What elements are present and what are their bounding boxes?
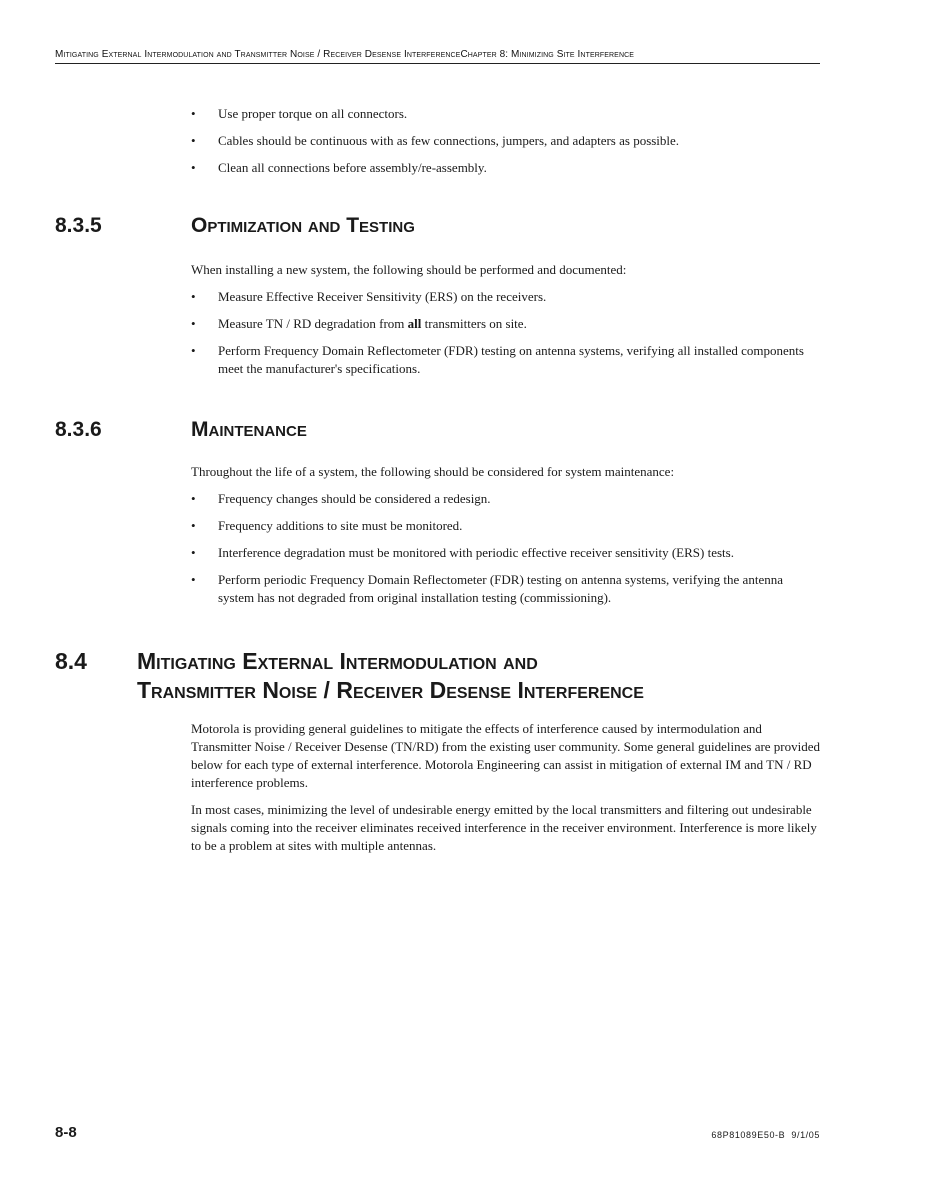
bullet-item: • Use proper torque on all connectors. [191, 105, 821, 123]
document-id-footer [711, 1130, 820, 1140]
page-number: 8-8 [55, 1124, 77, 1141]
intro-bullets-block [191, 105, 821, 186]
section-835-body [191, 261, 821, 387]
document-id: 68P81089E50-B [711, 1130, 786, 1140]
section-title-mitigating [137, 647, 837, 705]
section-number-8-4: 8.4 [55, 648, 87, 674]
bullet-item: • Perform periodic Frequency Domain Reflectometer (FDR) testing on antenna systems, verifying the antenna system has not degraded from original installation testing (commissioning). [191, 571, 821, 607]
document-date: 9/1/05 [791, 1130, 820, 1140]
section-836-lead: Throughout the life of a system, the following should be considered for system maintenance: [191, 464, 675, 479]
section-835-lead: When installing a new system, the following should be performed and documented: [191, 262, 627, 277]
section-number-8-3-5: 8.3.5 [55, 214, 102, 237]
section-title-optimization: Optimization and Testing [191, 214, 415, 237]
section-number-8-3-6: 8.3.6 [55, 418, 102, 441]
bullet-item-tn-rd [191, 315, 821, 333]
bullet-item: • Perform Frequency Domain Reflectometer (FDR) testing on antenna systems, verifying all installed components meet the manufacturer's specifications. [191, 342, 821, 378]
section-84-body [191, 720, 821, 864]
bullet-item: • Interference degradation must be monitored with periodic effective receiver sensitivity (ERS) tests. [191, 544, 821, 562]
bullet-item: • Cables should be continuous with as few connections, jumpers, and adapters as possible. [191, 132, 821, 150]
intro-bullet-list [191, 105, 821, 177]
section-title-line-1: Mitigating External Intermodulation and [137, 648, 538, 674]
bullet-item: • Clean all connections before assembly/re-assembly. [191, 159, 821, 177]
section-title-maintenance: Maintenance [191, 418, 307, 441]
section-title-line-2: Transmitter Noise / Receiver Desense Interference [137, 677, 644, 703]
paragraph: In most cases, minimizing the level of undesirable energy emitted by the local transmitters and filtering out undesirable signals coming into the receiver eliminates received interference in the receiver environment. Interference is more likely to be a problem at sites with multiple antennas. [191, 802, 817, 853]
section-835-bullet-list [191, 288, 821, 378]
section-836-body [191, 463, 821, 616]
bullet-item: • Frequency additions to site must be monitored. [191, 517, 821, 535]
bullet-text: transmitters on site. [421, 316, 527, 331]
bullet-item: • Frequency changes should be considered a redesign. [191, 490, 821, 508]
running-header: Mitigating External Intermodulation and Transmitter Noise / Receiver Desense InterferenceChapter 8: Minimizing Site Interference [55, 49, 635, 60]
section-836-bullet-list [191, 490, 821, 607]
header-rule [55, 63, 820, 64]
bullet-item: • Measure Effective Receiver Sensitivity (ERS) on the receivers. [191, 288, 821, 306]
paragraph: Motorola is providing general guidelines to mitigate the effects of interference caused by intermodulation and Transmitter Noise / Receiver Desense (TN/RD) from the existing user community. Some general guidelines are provided below for each type of external interference. Motorola Engineering can assist in mitigation of external IM and TN / RD interference problems. [191, 721, 821, 790]
bullet-text: Measure TN / RD degradation from [218, 316, 408, 331]
bold-emphasis: all [407, 316, 422, 331]
